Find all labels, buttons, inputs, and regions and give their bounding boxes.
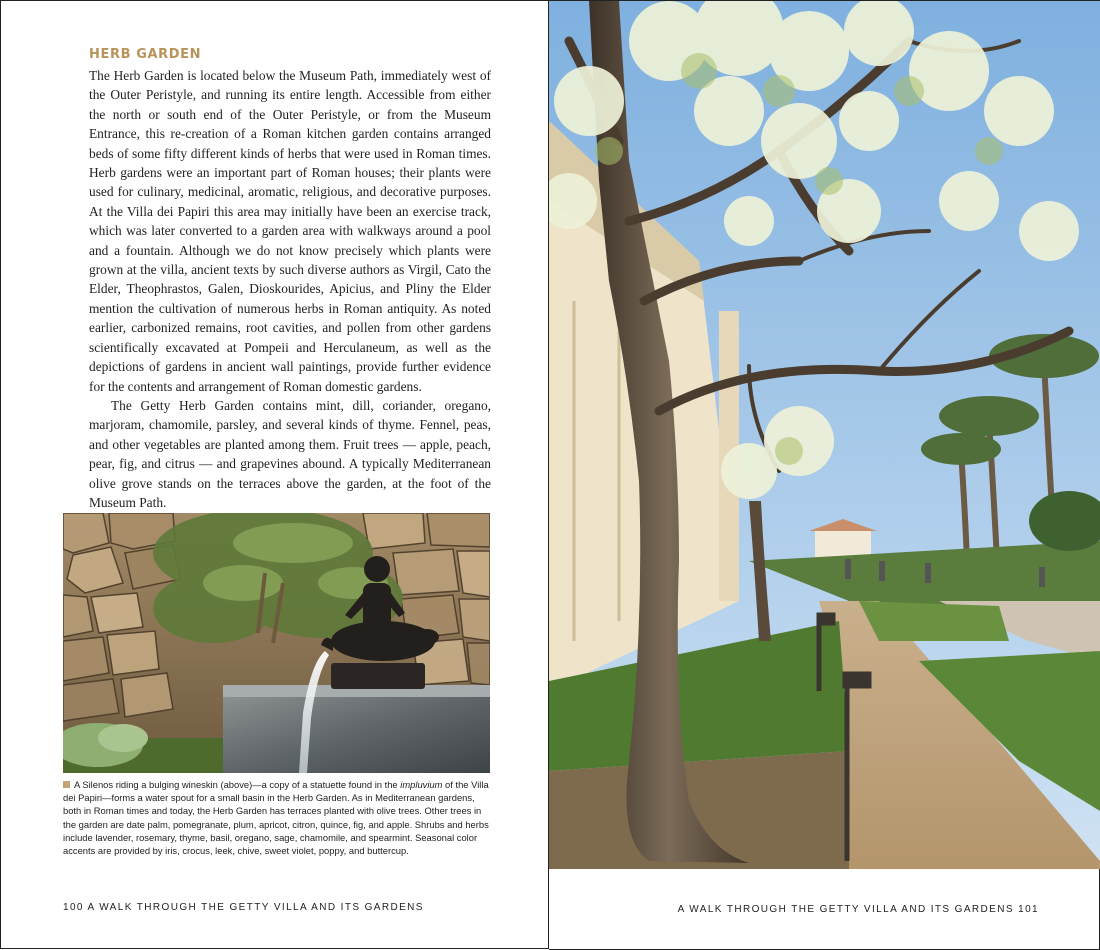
caption-text-start: A Silenos riding a bulging wineskin (above)—a copy of a statuette found in the [74, 779, 401, 790]
caption-marker-icon [63, 781, 70, 788]
paragraph-1: The Herb Garden is located below the Museum Path, immediately west of the Outer Peristyle, and running its entire length. Accessible from either the north or south end of the Outer Peristyle, or from the Museum Entrance, this re-creation of a Roman kitchen garden contains arranged beds of some fifty different kinds of herbs that were used in Roman times. Herb gardens were an important part of Roman houses; their plants were used for culinary, medicinal, aromatic, religious, and decorative purposes. At the Villa dei Papiri this area may initially have been an exercise track, which was later converted to a garden area with walkways around a pool and a fountain. Although we do not know precisely which plants were grown at the villa, ancient texts by such diverse authors as Virgil, Cato the Elder, Theophrastos, Galen, Dioskourides, Apicius, and Pliny the Elder mention the cultivation of numerous herbs in Roman antiquity. As noted earlier, carbonized remains, root cavities, and pollen from other gardens scientifically excavated at Pompeii and Herculaneum, as well as the depictions of gardens in ancient wall paintings, provide further evidence for the contents and arrangement of Roman domestic gardens. [89, 68, 491, 394]
caption-text-end: of the Villa dei Papiri—forms a water spout for a small basin in the Herb Garden. As in Mediterranean gardens, both in Roman times and today, the Herb Garden has terraces planted with olive trees. Other trees in the garden are date palm, pomegranate, plum, apricot, citron, quince, fig, and apple. Shrubs and herbs include lavender, rosemary, thyme, basil, oregano, sage, chamomile, and spearmint. Seasonal color accents are provided by iris, crocus, leek, chive, sweet violet, poppy, and buttercup. [63, 779, 489, 857]
paragraph-2: The Getty Herb Garden contains mint, dill, coriander, oregano, marjoram, chamomile, parsley, and several kinds of thyme. Fennel, peas, and other vegetables are planted among them. Fruit trees — apple, peach, pear, fig, and citrus — and grapevines abound. A typically Mediterranean olive grove stands on the terraces above the garden, at the foot of the Museum Path. [89, 397, 491, 510]
right-page [549, 0, 1100, 950]
folio-left: 100 A WALK THROUGH THE GETTY VILLA AND ITS GARDENS [63, 902, 424, 913]
silenos-fountain-photo [63, 513, 490, 773]
folio-right: A WALK THROUGH THE GETTY VILLA AND ITS GARDENS 101 [677, 904, 1039, 915]
left-page [0, 0, 549, 949]
herb-garden-photo [549, 1, 1100, 869]
section-heading: HERB GARDEN [89, 47, 202, 62]
figure-caption [63, 778, 493, 857]
caption-italic-term: impluvium [400, 779, 443, 790]
body-text [89, 66, 491, 512]
